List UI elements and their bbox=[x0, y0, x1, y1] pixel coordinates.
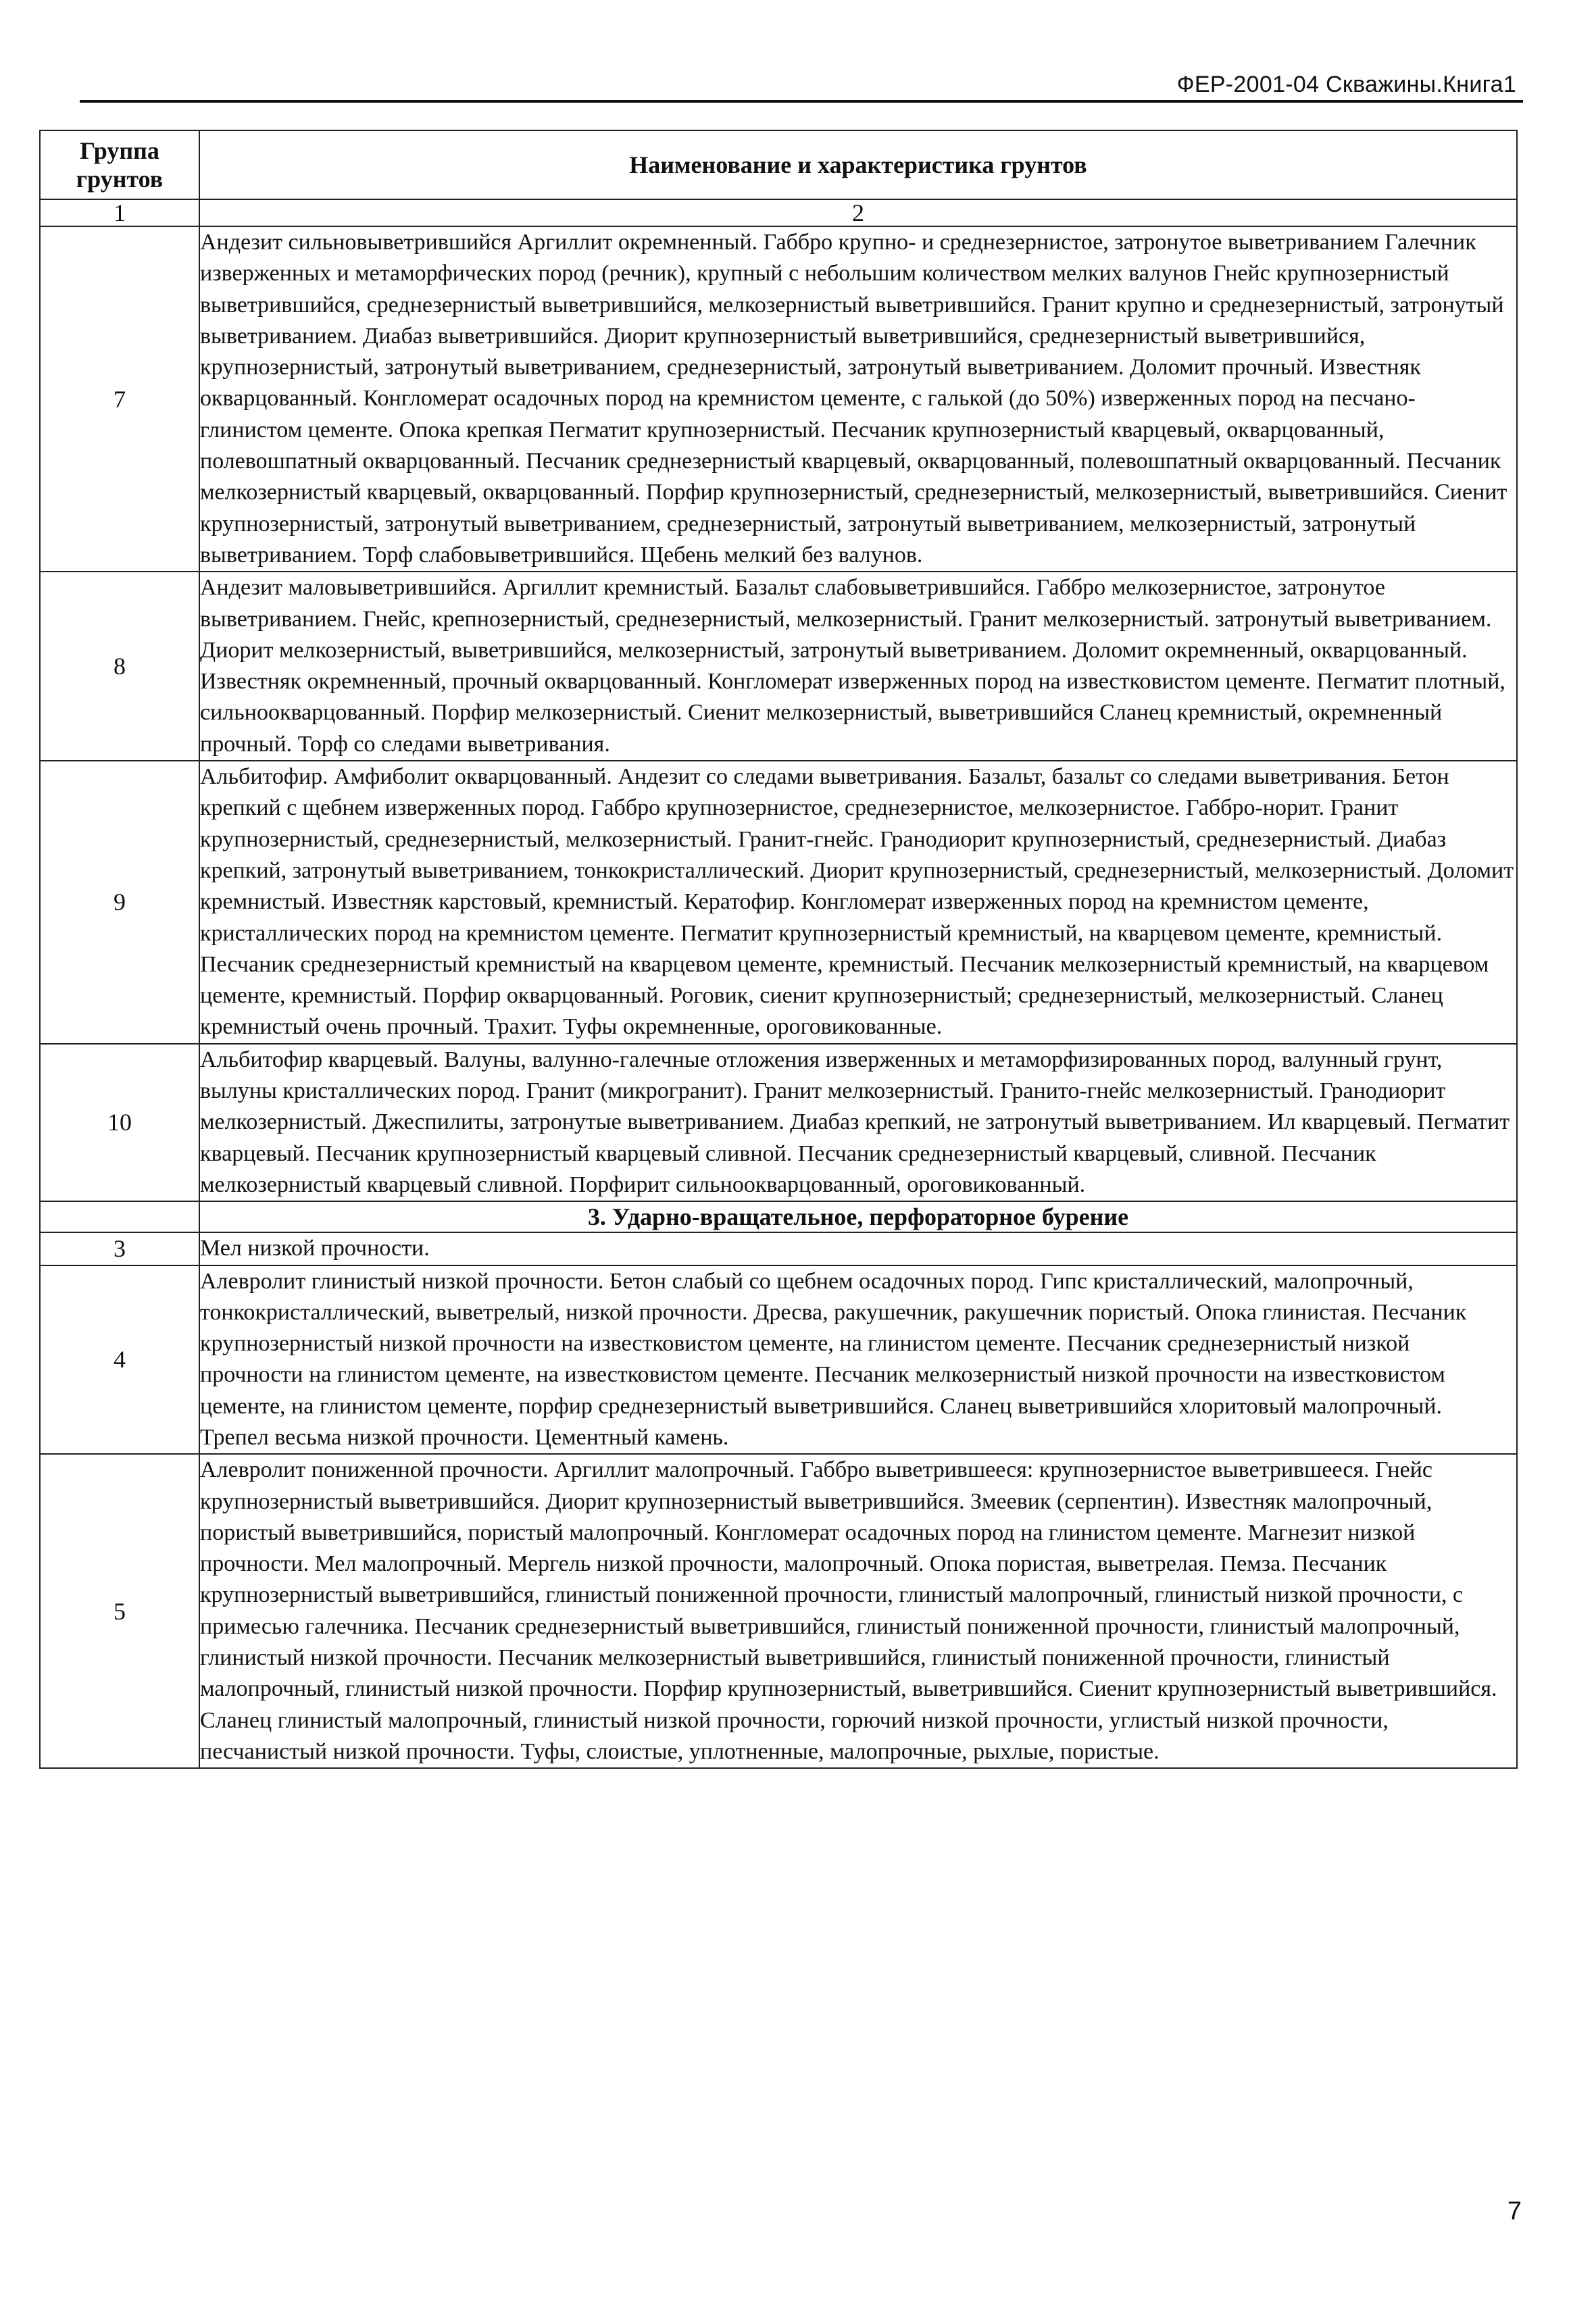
page-number: 7 bbox=[1507, 2197, 1522, 2225]
soil-description-cell: Альбитофир кварцевый. Валуны, валунно-галечные отложения изверженных и метаморфизированных пород, валунный грунт, вылуны кристаллических пород. Гранит (микрогранит). Гранит мелкозернистый. Гранито-гнейс мелкозернистый. Гранодиорит мелкозернистый. Джеспилиты, затронутые выветриванием. Диабаз крепкий, не затронутый выветриванием. Ил кварцевый. Пегматит кварцевый. Песчаник крупнозернистый кварцевый сливной. Песчаник среднезернистый кварцевый, сливной. Песчаник мелкозернистый кварцевый сливной. Порфирит сильноокварцованный, ороговикованный. bbox=[199, 1044, 1517, 1201]
group-number-cell: 4 bbox=[40, 1265, 199, 1455]
page-header bbox=[80, 73, 1523, 103]
column-number-row bbox=[40, 199, 1517, 226]
section-row bbox=[40, 1201, 1517, 1232]
soil-description-cell: Андезит маловыветрившийся. Аргиллит кремнистый. Базальт слабовыветрившийся. Габбро мелкозернистое, затронутое выветриванием. Гнейс, крепнозернистый, среднезернистый, мелкозернистый. Гранит мелкозернистый. затронутый выветриванием. Диорит мелкозернистый, выветрившийся, мелкозернистый, затронутый выветриванием. Доломит окремненный, окварцованный. Известняк окремненный, прочный окварцованный. Конгломерат изверженных пород на известковистом цементе. Пегматит плотный, сильноокварцованный. Порфир мелкозернистый. Сиенит мелкозернистый, выветрившийся Сланец кремнистый, окремненный прочный. Торф со следами выветривания. bbox=[199, 572, 1517, 761]
table-row bbox=[40, 572, 1517, 761]
soil-description-cell: Мел низкой прочности. bbox=[199, 1232, 1517, 1265]
column-header-description: Наименование и характеристика грунтов bbox=[199, 130, 1517, 199]
table-header-row bbox=[40, 130, 1517, 199]
soil-description-cell: Алевролит глинистый низкой прочности. Бетон слабый со щебнем осадочных пород. Гипс кристаллический, малопрочный, тонкокристаллический, выветрелый, низкой прочности. Дресва, ракушечник, ракушечник пористый. Опока глинистая. Песчаник крупнозернистый низкой прочности на известковистом цементе, на глинистом цементе. Песчаник среднезернистый низкой прочности на глинистом цементе, на известковистом цементе. Песчаник мелкозернистый низкой прочности на известковистом цементе, на глинистом цементе, порфир среднезернистый выветрившийся. Сланец выветрившийся хлоритовый малопрочный. Трепел весьма низкой прочности. Цементный камень. bbox=[199, 1265, 1517, 1455]
table-row bbox=[40, 1232, 1517, 1265]
group-number-cell: 8 bbox=[40, 572, 199, 761]
section-empty-cell bbox=[40, 1201, 199, 1232]
group-number-cell: 7 bbox=[40, 226, 199, 572]
table-row bbox=[40, 1265, 1517, 1455]
soil-description-cell: Андезит сильновыветрившийся Аргиллит окремненный. Габбро крупно- и среднезернистое, затронутое выветриванием Галечник изверженных и метаморфических пород (речник), крупный с небольшим количеством мелких валунов Гнейс крупнозернистый выветрившийся, среднезернистый выветрившийся, мелкозернистый выветрившийся. Гранит крупно и среднезернистый, затронутый выветриванием. Диабаз выветрившийся. Диорит крупнозернистый выветрившийся, среднезернистый выветрившийся, крупнозернистый, затронутый выветриванием, среднезернистый, затронутый выветриванием. Доломит прочный. Известняк окварцованный. Конгломерат осадочных пород на кремнистом цементе, с галькой (до 50%) изверженных пород на песчано-глинистом цементе. Опока крепкая Пегматит крупнозернистый. Песчаник крупнозернистый кварцевый, окварцованный, полевошпатный окварцованный. Песчаник среднезернистый кварцевый, окварцованный, полевошпатный окварцованный. Песчаник мелкозернистый кварцевый, окварцованный. Порфир крупнозернистый, среднезернистый, мелкозернистый, выветрившийся. Сиенит крупнозернистый, затронутый выветриванием, среднезернистый, затронутый выветриванием, мелкозернистый, затронутый выветриванием. Торф слабовыветрившийся. Щебень мелкий без валунов. bbox=[199, 226, 1517, 572]
soil-description-cell: Алевролит пониженной прочности. Аргиллит малопрочный. Габбро выветрившееся: крупнозернистое выветрившееся. Гнейс крупнозернистый выветрившийся. Диорит крупнозернистый выветрившийся. Змеевик (серпентин). Известняк малопрочный, пористый выветрившийся, пористый малопрочный. Конгломерат осадочных пород на глинистом цементе. Магнезит низкой прочности. Мел малопрочный. Мергель низкой прочности, малопрочный. Опока пористая, выветрелая. Пемза. Песчаник крупнозернистый выветрившийся, глинистый пониженной прочности, глинистый малопрочный, глинистый низкой прочности, с примесью галечника. Песчаник среднезернистый выветрившийся, глинистый пониженной прочности, глинистый малопрочный, глинистый низкой прочности. Песчаник мелкозернистый выветрившийся, глинистый пониженной прочности, глинистый малопрочный, глинистый низкой прочности. Порфир крупнозернистый, выветрившийся. Сиенит крупнозернистый выветрившийся. Сланец глинистый малопрочный, глинистый низкой прочности, горючий низкой прочности, углистый низкой прочности, песчанистый низкой прочности. Туфы, слоистые, уплотненные, малопрочные, рыхлые, пористые. bbox=[199, 1454, 1517, 1768]
table-row bbox=[40, 226, 1517, 572]
table-row bbox=[40, 761, 1517, 1044]
group-number-cell: 10 bbox=[40, 1044, 199, 1201]
soil-description-cell: Альбитофир. Амфиболит окварцованный. Андезит со следами выветривания. Базальт, базальт со следами выветривания. Бетон крепкий с щебнем изверженных пород. Габбро крупнозернистое, среднезернистое, мелкозернистое. Габбро-норит. Гранит крупнозернистый, среднезернистый, мелкозернистый. Гранит-гнейс. Гранодиорит крупнозернистый, среднезернистый. Диабаз крепкий, затронутый выветриванием, тонкокристаллический. Диорит крупнозернистый, среднезернистый, мелкозернистый. Доломит кремнистый. Известняк карстовый, кремнистый. Кератофир. Конгломерат изверженных пород на кремнистом цементе, кристаллических пород на кремнистом цементе. Пегматит крупнозернистый кремнистый, на кварцевом цементе, кремнистый. Песчаник среднезернистый кремнистый на кварцевом цементе, кремнистый. Песчаник мелкозернистый кремнистый, на кварцевом цементе, кремнистый. Порфир окварцованный. Роговик, сиенит крупнозернистый; среднезернистый, мелкозернистый. Сланец кремнистый очень прочный. Трахит. Туфы окремненные, ороговикованные. bbox=[199, 761, 1517, 1044]
column-number-1: 1 bbox=[40, 199, 199, 226]
table-row bbox=[40, 1044, 1517, 1201]
column-number-2: 2 bbox=[199, 199, 1517, 226]
group-number-cell: 9 bbox=[40, 761, 199, 1044]
group-number-cell: 3 bbox=[40, 1232, 199, 1265]
column-header-group: Группа грунтов bbox=[40, 130, 199, 199]
group-number-cell: 5 bbox=[40, 1454, 199, 1768]
table-row bbox=[40, 1454, 1517, 1768]
soil-groups-table bbox=[39, 130, 1518, 1769]
section-title: 3. Ударно-вращательное, перфораторное бурение bbox=[199, 1201, 1517, 1232]
document-code: ФЕР-2001-04 Скважины.Книга1 bbox=[1176, 72, 1516, 97]
